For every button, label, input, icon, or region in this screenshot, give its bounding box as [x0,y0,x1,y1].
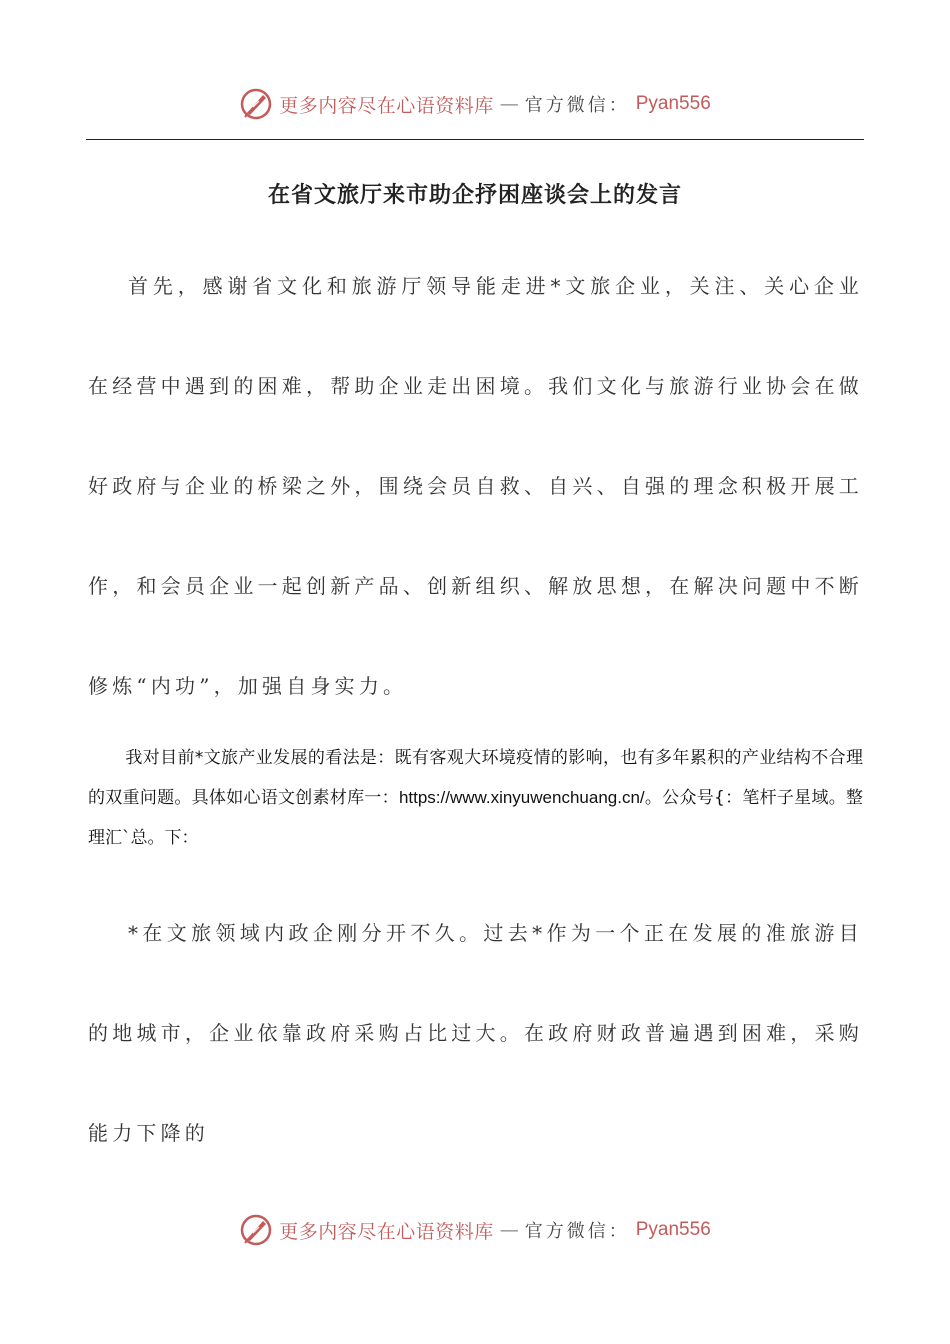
footer-wechat-label: 官方微信： [524,1221,630,1242]
header-divider [86,139,864,140]
wechat-label: 官方微信： [524,95,630,116]
footer-banner-text: 更多内容尽在心语资料库 [279,1220,494,1243]
paragraph-2-suffix: 。公众号{：笔杆子星域。整理汇`总。下： [88,788,863,848]
paragraph-1: 首先，感谢省文化和旅游厅领导能走进*文旅企业，关注、关心企业在经营中遇到的困难，帮助企业走出困境。我们文化与旅游行业协会在做好政府与企业的桥梁之外，围绕会员自救、自兴、自强的理念积极开展工作，和会员企业一起创新产品、创新组织、解放思想，在解决问题中不断修炼“内功”，加强自身实力。 [88,274,863,698]
quill-logo-icon [239,1213,273,1247]
footer-banner-dash: — [499,1219,519,1241]
footer-banner [0,1210,950,1250]
paragraph-2-prefix: 我对目前*文旅产业发展的看法是：既有客观大环境疫情的影响，也有多年累积的产业结构不合理的双重问题。具体如心语文创素材库一： [88,748,863,808]
source-url-link[interactable]: https://www.xinyuwenchuang.cn/ [398,788,645,807]
quill-logo-icon [239,87,273,121]
footer-wechat-id: Pyan556 [635,1219,711,1240]
banner-dash: — [499,93,519,115]
paragraph-3: *在文旅领域内政企刚分开不久。过去*作为一个正在发展的准旅游目的地城市，企业依靠政府采购占比过大。在政府财政普遍遇到困难，采购能力下降的 [88,921,863,1145]
document-title: 在省文旅厅来市助企抒困座谈会上的发言 [267,183,682,208]
wechat-id: Pyan556 [635,93,711,114]
header-banner [0,84,950,124]
banner-text: 更多内容尽在心语资料库 [279,94,494,117]
paragraph-2 [88,738,863,858]
